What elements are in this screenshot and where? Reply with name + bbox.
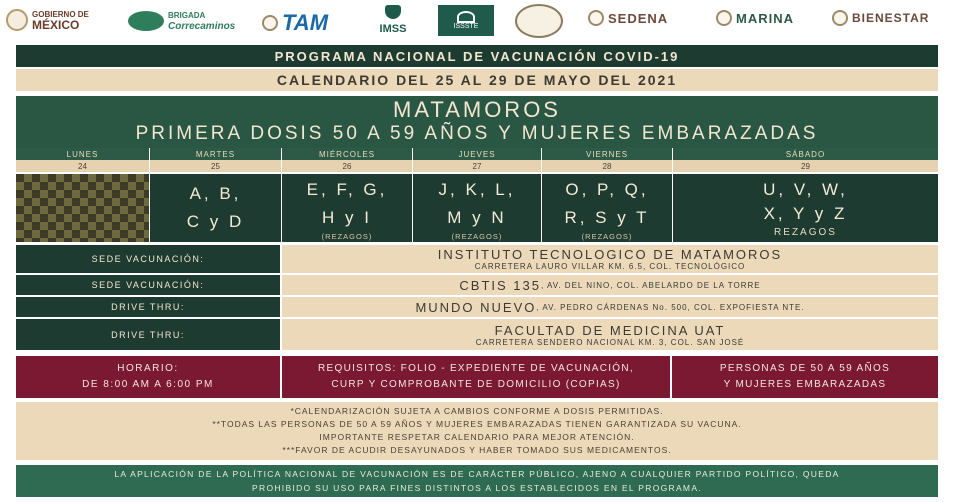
nota-line: IMPORTANTE RESPETAR CALENDARIO PARA MEJOR ATENCIÓN. xyxy=(319,432,635,442)
marina-text: MARINA xyxy=(736,10,794,26)
day-cell-martes xyxy=(150,174,281,242)
sede-tipo: DRIVE THRU: xyxy=(111,302,185,312)
gobierno-mexico-logo xyxy=(6,9,89,31)
issste-emblem-icon xyxy=(457,11,475,23)
letters-line-2: C y D xyxy=(186,212,245,231)
sede-tipo: SEDE VACUNACIÓN: xyxy=(91,280,205,290)
day-number-sabado xyxy=(673,160,938,172)
nota-line: **TODAS LAS PERSONAS DE 50 A 59 AÑOS Y MUJERES EMBARAZADAS TIENEN GARANTIZADA SU VACUNA. xyxy=(212,419,742,429)
sede-direccion: CARRETERA SENDERO NACIONAL KM. 3, COL. SAN JOSÉ xyxy=(475,337,745,347)
letters-line-2: M y N xyxy=(447,207,507,227)
sede-direccion: , AV. PEDRO CÁRDENAS No. 500, COL. EXPOFIESTA NTE. xyxy=(536,302,805,312)
calendario-title: CALENDARIO DEL 25 AL 29 DE MAYO DEL 2021 xyxy=(276,72,678,88)
sedena-seal-icon xyxy=(588,10,604,26)
sede-label xyxy=(16,275,280,295)
imss-logo xyxy=(374,5,412,37)
imss-text: IMSS xyxy=(379,23,407,35)
rezagos-note: REZAGOS xyxy=(774,226,837,238)
sede-tipo: DRIVE THRU: xyxy=(111,329,185,340)
day-header-miercoles xyxy=(282,148,412,160)
day-header-lunes xyxy=(16,148,149,160)
day-name: SÁBADO xyxy=(785,149,826,159)
day-number-viernes xyxy=(542,160,672,172)
brigada-text: BRIGADA xyxy=(168,11,206,20)
ciudad-title: MATAMOROS xyxy=(393,97,561,122)
day-number: 26 xyxy=(342,161,352,171)
tam-logo xyxy=(262,10,328,36)
rezagos-note: (REZAGOS) xyxy=(581,231,633,241)
sede-direccion: CARRETERA LAURO VILLAR KM. 6.5, COL. TECNOLÓGICO xyxy=(474,262,746,271)
sede-tipo: SEDE VACUNACIÓN: xyxy=(91,254,205,264)
sede-direccion: , AV. DEL NINO, COL. ABELARDO DE LA TORRE xyxy=(541,280,761,290)
day-number: 28 xyxy=(602,161,612,171)
day-number-miercoles xyxy=(282,160,412,172)
sede-label xyxy=(16,297,280,317)
day-header-sabado xyxy=(673,148,938,160)
logo-bar xyxy=(0,0,960,42)
programa-banner xyxy=(16,45,938,67)
ciudad-banner xyxy=(16,96,938,148)
day-cell-sabado xyxy=(673,174,938,242)
bienestar-text: BIENESTAR xyxy=(852,11,930,25)
day-cell-miercoles xyxy=(282,174,412,242)
horario-value: DE 8:00 AM A 6:00 PM xyxy=(82,379,214,390)
bienestar-logo xyxy=(832,10,929,26)
rezagos-note: (REZAGOS) xyxy=(321,231,373,241)
gobierno-text: GOBIERNO DE xyxy=(32,10,89,19)
brigada-logo xyxy=(128,10,235,32)
sedena-text: SEDENA xyxy=(608,10,669,26)
sede-nombre: MUNDO NUEVO xyxy=(415,299,537,315)
sede-label xyxy=(16,245,280,273)
imss-eagle-icon xyxy=(385,5,401,19)
day-header-jueves xyxy=(413,148,541,160)
day-cell-viernes xyxy=(542,174,672,242)
requisitos-line-2: CURP Y COMPROBANTE DE DOMICILIO (COPIAS) xyxy=(331,379,621,390)
letters-line-1: A, B, xyxy=(189,184,242,203)
sede-info xyxy=(282,245,938,273)
tamaulipas-seal-icon xyxy=(262,15,278,31)
personas-box xyxy=(672,356,938,398)
day-cell-jueves xyxy=(413,174,541,242)
programa-title: PROGRAMA NACIONAL DE VACUNACIÓN COVID-19 xyxy=(274,48,680,64)
letters-line-1: E, F, G, xyxy=(306,179,388,199)
mexico-text: MÉXICO xyxy=(32,18,80,32)
poblacion-title: PRIMERA DOSIS 50 A 59 AÑOS Y MUJERES EMBARAZADAS xyxy=(135,123,819,144)
day-number: 24 xyxy=(78,161,87,171)
rezagos-note: (REZAGOS) xyxy=(451,231,503,241)
sede-nombre: INSTITUTO TECNOLOGICO DE MATAMOROS xyxy=(437,247,783,262)
notas-box xyxy=(16,402,938,460)
letters-line-1: J, K, L, xyxy=(438,179,516,199)
sede-info xyxy=(282,319,938,350)
day-number: 25 xyxy=(211,161,220,171)
day-number: 27 xyxy=(472,161,482,171)
marina-seal-icon xyxy=(716,10,732,26)
day-header-viernes xyxy=(542,148,672,160)
horario-box xyxy=(16,356,280,398)
sede-nombre: FACULTAD DE MEDICINA UAT xyxy=(494,322,726,338)
footer-line-1: LA APLICACIÓN DE LA POLÍTICA NACIONAL DE VACUNACIÓN ES DE CARÁCTER PÚBLICO, AJENO A CUALQUIER PARTIDO POLÍTICO, QUEDA xyxy=(114,469,840,479)
day-number: 29 xyxy=(801,161,810,171)
marina-logo xyxy=(716,10,794,26)
footer-line-2: PROHIBIDO SU USO PARA FINES DISTINTOS A LOS ESTABLECIDOS EN EL PROGRAMA. xyxy=(252,483,702,493)
tam-text: TAM xyxy=(282,10,329,35)
day-number-lunes xyxy=(16,160,149,172)
brigada-sub-text: Correcaminos xyxy=(168,21,236,32)
letters-line-2: X, Y y Z xyxy=(763,203,848,223)
escudo-icon xyxy=(6,9,28,31)
sede-info xyxy=(282,297,938,317)
day-header-martes xyxy=(150,148,281,160)
day-name: LUNES xyxy=(66,149,99,159)
legal-footer xyxy=(16,465,938,497)
day-name: MARTES xyxy=(195,149,236,159)
requisitos-line-1: REQUISITOS: FOLIO - EXPEDIENTE DE VACUNACIÓN, xyxy=(318,363,634,374)
sedena-logo xyxy=(588,10,668,26)
letters-line-2: R, S y T xyxy=(564,207,650,227)
nota-line: *CALENDARIZACIÓN SUJETA A CAMBIOS CONFORME A DOSIS PERMITIDAS. xyxy=(290,406,664,416)
day-number-jueves xyxy=(413,160,541,172)
sedes-section xyxy=(16,245,938,350)
sede-info xyxy=(282,275,938,295)
issste-logo xyxy=(438,5,494,36)
calendar xyxy=(16,148,938,242)
letters-line-2: H y I xyxy=(322,207,372,227)
bienestar-seal-icon xyxy=(832,10,848,26)
day-name: VIERNES xyxy=(585,149,629,159)
personas-line-2: Y MUJERES EMBARAZADAS xyxy=(723,379,887,390)
aduana-seal xyxy=(515,4,563,38)
day-number-martes xyxy=(150,160,281,172)
calendario-banner xyxy=(16,69,938,91)
day-name: JUEVES xyxy=(458,149,496,159)
brigada-icon xyxy=(128,11,164,31)
day-cell-lunes-empty xyxy=(16,174,149,242)
letters-line-1: O, P, Q, xyxy=(565,179,649,199)
horario-title: HORARIO: xyxy=(117,363,179,374)
personas-line-1: PERSONAS DE 50 A 59 AÑOS xyxy=(719,363,891,374)
issste-text: ISSSTE xyxy=(453,23,479,30)
requisitos-box xyxy=(282,356,670,398)
sede-label xyxy=(16,319,280,350)
day-name: MIÉRCOLES xyxy=(318,149,376,159)
sede-nombre: CBTIS 135 xyxy=(459,277,541,293)
letters-line-1: U, V, W, xyxy=(763,179,848,199)
nota-line: ***FAVOR DE ACUDIR DESAYUNADOS Y HABER TOMADO SUS MEDICAMENTOS. xyxy=(282,445,672,455)
